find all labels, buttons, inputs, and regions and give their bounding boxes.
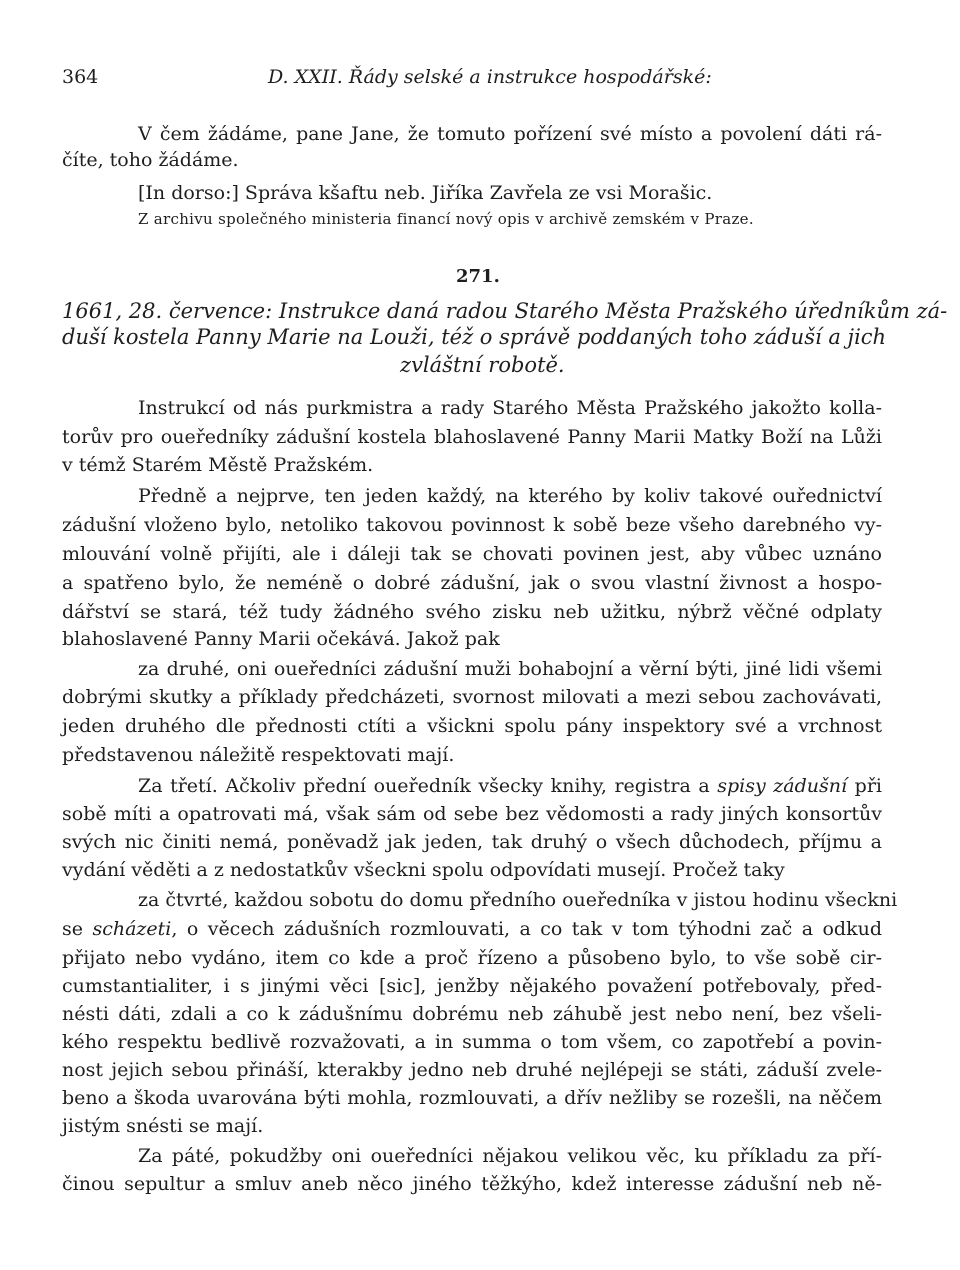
text-line: vydání věděti a z nedostatkův všeckni spolu odpovídati musejí. Pročež taky [62,859,785,881]
text-line: jistým snésti se mají. [62,1115,264,1137]
running-head: D. XXII. Řády selské a instrukce hospodářské: [268,66,712,88]
text-line: Za páté, pokudžby oni oueředníci nějakou velikou věc, ku příkladu za pří- [138,1145,882,1167]
text-line: zádušní vloženo bylo, netoliko takovou povinnost k sobě beze všeho darebného vy- [62,514,882,536]
text-line: činou sepultur a smluv aneb něco jiného těžkýho, kdež interesse zádušní neb ně- [62,1173,882,1195]
dorso-note: [In dorso:] Správa kšaftu neb. Jiříka Zavřela ze vsi Morašic. [138,182,713,204]
text-run: , o věcech zádušních rozmlouvati, a co tak v tom týhodni zač a odkud [171,918,883,940]
document-number: 271. [456,266,500,287]
text-line: kého respektu bedlivě rozvažovati, a in summa o tom všem, co zapotřebí a povin- [62,1031,882,1053]
document-title-line: 1661, 28. července: Instrukce daná radou Starého Města Pražského úředníkům zá- [62,299,948,323]
text-run: Za třetí. Ačkoliv přední oueředník všecky knihy, registra a [138,775,718,797]
text-line: beno a škoda uvarována býti mohla, rozmlouvati, a dřív nežliby se rozešli, na něčem [62,1087,882,1109]
text-line: nost jejich sebou přináší, kterakby jedno neb druhé nejlépeji se státi, záduší zvele- [62,1059,882,1081]
text-line: přijato nebo vydáno, item co kde a proč řízeno a působeno bylo, to vše sobě cir- [62,947,882,969]
text-line: jeden druhého dle přednosti ctíti a všickni spolu pány inspektory své a vrchnost [62,715,882,737]
text-line: Předně a nejprve, ten jeden každý, na kterého by koliv takové ouřednictví [138,485,882,507]
text-line: dobrými skutky a příklady předcházeti, svornost milovati a mezi sebou zachovávati, [62,686,882,708]
text-line: cumstantialiter, i s jinými věci [sic], jenžby nějakého považení potřebovaly, před- [62,975,882,997]
text-line: a spatřeno bylo, že neméně o dobré zádušní, jak o svou vlastní živnost a hospo- [62,572,882,594]
text-line: sobě míti a opatrovati má, však sám od sebe bez vědomosti a rady jiných konsortův [62,803,882,825]
document-title-line: duší kostela Panny Marie na Louži, též o správě poddaných toho záduší a jich [62,325,887,349]
text-line [138,773,882,799]
text-run: se [62,918,93,940]
page-number: 364 [62,66,99,88]
document-title-line: zvláštní robotě. [400,353,565,377]
text-line: V čem žádáme, pane Jane, že tomuto pořízení své místo a povolení dáti rá- [138,123,882,145]
page-header [62,66,882,96]
text-run: při [847,775,882,797]
text-line: nésti dáti, zdali a co k zádušnímu dobrému neb záhubě jest nebo není, bez všeli- [62,1003,882,1025]
text-line: číte, toho žádáme. [62,149,239,171]
text-line: za druhé, oni oueředníci zádušní muži bohabojní a věrní býti, jiné lidi všemi [138,658,882,680]
emphasized-text: scházeti [92,918,172,940]
emphasized-text: spisy zádušní [717,775,848,797]
text-line: Instrukcí od nás purkmistra a rady Starého Města Pražského jakožto kolla- [138,397,882,419]
text-line: dářství se stará, též tudy žádného svého zisku neb užitku, nýbrž věčné odplaty [62,601,882,623]
source-note: Z archivu společného ministeria financí nový opis v archivě zemském v Praze. [138,210,754,228]
text-line: svých nic činiti nemá, poněvadž jak jeden, tak druhý o všech důchodech, příjmu a [62,831,882,853]
text-line: torův pro oueředníky zádušní kostela blahoslavené Panny Marii Matky Boží na Lůži [62,426,882,448]
text-line: představenou náležitě respektovati mají. [62,744,455,766]
text-line: v témž Starém Městě Pražském. [62,454,374,476]
text-line: blahoslavené Panny Marii očekává. Jakož pak [62,628,500,650]
text-line: mlouvání volně přijíti, ale i dáleji tak se chovati povinen jest, aby vůbec uznáno [62,543,882,565]
text-line [62,916,882,942]
text-line: za čtvrté, každou sobotu do domu předního oueředníka v jistou hodinu všeckni [138,889,898,911]
